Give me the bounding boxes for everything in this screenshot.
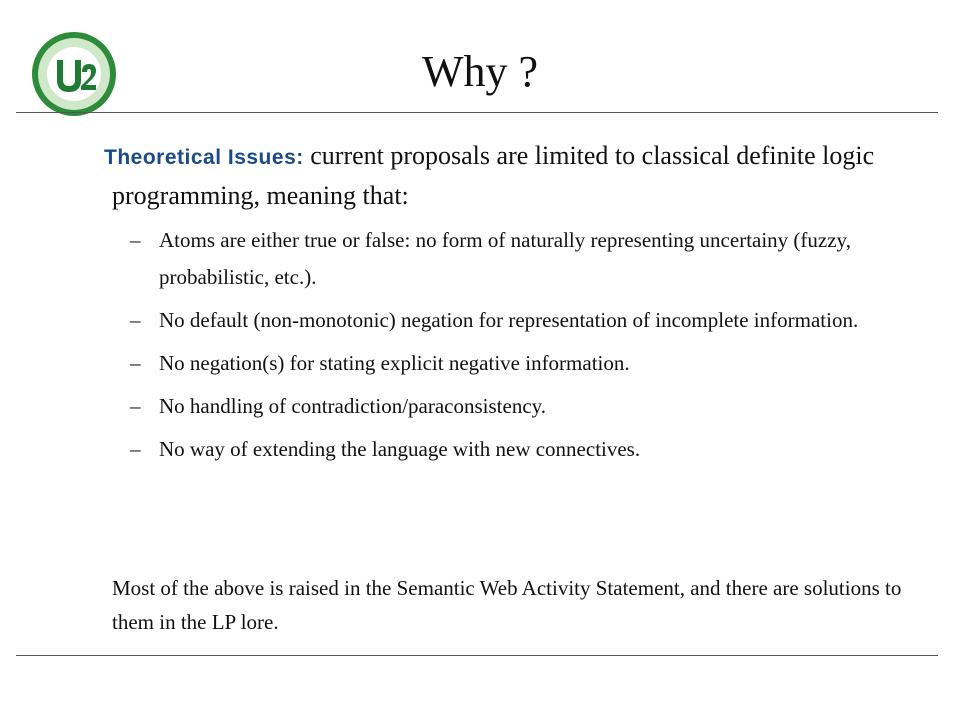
issue-list [130,222,920,474]
list-item-text: No default (non-monotonic) negation for representation of incomplete information. [159,308,859,332]
list-item-text: No handling of contradiction/paraconsistency. [159,394,547,418]
bottom-divider [16,655,938,656]
list-item [130,222,920,296]
list-item-text: No way of extending the language with new connectives. [159,437,641,461]
dash-marker: – [130,228,141,252]
list-item [130,388,920,425]
intro-text: current proposals are limited to classical definite logic programming, meaning that: [112,141,875,210]
intro-paragraph [104,137,927,215]
list-item [130,302,920,339]
intro-label: Theoretical Issues: [104,146,304,169]
footer-paragraph: Most of the above is raised in the Semantic Web Activity Statement, and there are solutions to them in the LP lore. [112,576,902,634]
list-item [130,345,920,382]
list-item [130,431,920,468]
list-item-text: Atoms are either true or false: no form of naturally representing uncertainy (fuzzy, probabilistic, etc.). [159,228,851,289]
list-item-text: No negation(s) for stating explicit negative information. [159,351,630,375]
top-divider [16,112,938,113]
dash-marker: – [130,394,141,418]
dash-marker: – [130,437,141,461]
slide-title: Why ? [421,47,539,96]
dash-marker: – [130,308,141,332]
dash-marker: – [130,351,141,375]
